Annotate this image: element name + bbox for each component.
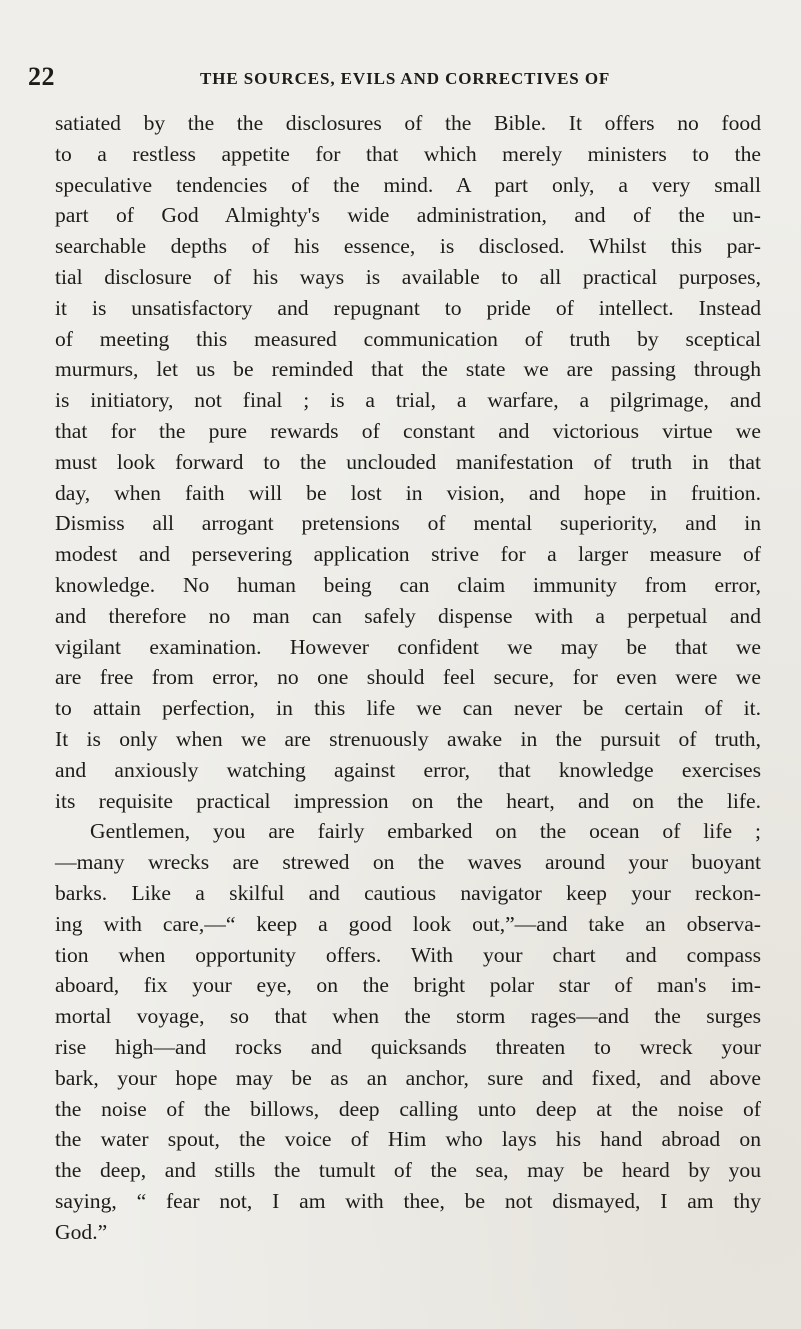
text-line: the deep, and stills the tumult of the sea, may be heard by you <box>55 1158 761 1183</box>
text-line: bark, your hope may be as an anchor, sure and fixed, and above <box>55 1065 761 1090</box>
text-line: ing with care,—“ keep a good look out,”—and take an observa- <box>55 911 761 936</box>
text-line: rise high—and rocks and quicksands threaten to wreck your <box>55 1034 761 1059</box>
text-line: must look forward to the unclouded manifestation of truth in that <box>55 449 761 474</box>
page-header <box>0 62 801 92</box>
text-line: part of God Almighty's wide administration, and of the un- <box>55 203 761 228</box>
text-line: barks. Like a skilful and cautious navigator keep your reckon- <box>55 880 761 905</box>
text-line: satiated by the the disclosures of the Bible. It offers no food <box>55 111 761 135</box>
running-head: THE SOURCES, EVILS AND CORRECTIVES OF <box>200 69 611 88</box>
text-line: to a restless appetite for that which merely ministers to the <box>55 141 761 166</box>
text-line: the water spout, the voice of Him who lays his hand abroad on <box>55 1127 761 1152</box>
text-line: vigilant examination. However confident we may be that we <box>55 634 761 659</box>
text-line: of meeting this measured communication of truth by sceptical <box>55 326 761 351</box>
text-line: the noise of the billows, deep calling unto deep at the noise of <box>55 1096 761 1121</box>
text-line: Dismiss all arrogant pretensions of mental superiority, and in <box>55 511 761 536</box>
text-line: aboard, fix your eye, on the bright polar star of man's im- <box>55 973 761 998</box>
text-line: murmurs, let us be reminded that the state we are passing through <box>55 357 761 382</box>
text-line: searchable depths of his essence, is disclosed. Whilst this par- <box>55 234 761 259</box>
text-line-paragraph-start: Gentlemen, you are fairly embarked on the ocean of life ; <box>90 819 761 844</box>
text-line: It is only when we are strenuously awake in the pursuit of truth, <box>55 726 761 751</box>
text-line: —many wrecks are strewed on the waves around your buoyant <box>55 850 761 875</box>
text-line: knowledge. No human being can claim immunity from error, <box>55 572 761 597</box>
text-line: are free from error, no one should feel secure, for even were we <box>55 665 761 690</box>
text-line: it is unsatisfactory and repugnant to pride of intellect. Instead <box>55 295 761 320</box>
text-line: saying, “ fear not, I am with thee, be not dismayed, I am thy <box>55 1188 761 1213</box>
text-line: modest and persevering application strive for a larger measure of <box>55 542 761 567</box>
text-line-final: God.” <box>55 1219 108 1244</box>
text-line: tion when opportunity offers. With your chart and compass <box>55 942 761 967</box>
text-line: and therefore no man can safely dispense with a perpetual and <box>55 603 761 628</box>
text-line: that for the pure rewards of constant and victorious virtue we <box>55 418 761 443</box>
text-line: its requisite practical impression on the heart, and on the life. <box>55 788 761 813</box>
text-line: and anxiously watching against error, that knowledge exercises <box>55 757 761 782</box>
text-line: speculative tendencies of the mind. A part only, a very small <box>55 172 761 197</box>
text-line: day, when faith will be lost in vision, and hope in fruition. <box>55 480 761 505</box>
text-line: to attain perfection, in this life we can never be certain of it. <box>55 696 761 721</box>
text-line: is initiatory, not final ; is a trial, a warfare, a pilgrimage, and <box>55 388 761 413</box>
text-line: tial disclosure of his ways is available to all practical purposes, <box>55 264 761 289</box>
body-text <box>55 108 761 1247</box>
page-number: 22 <box>28 62 55 91</box>
text-line: mortal voyage, so that when the storm rages—and the surges <box>55 1004 761 1029</box>
